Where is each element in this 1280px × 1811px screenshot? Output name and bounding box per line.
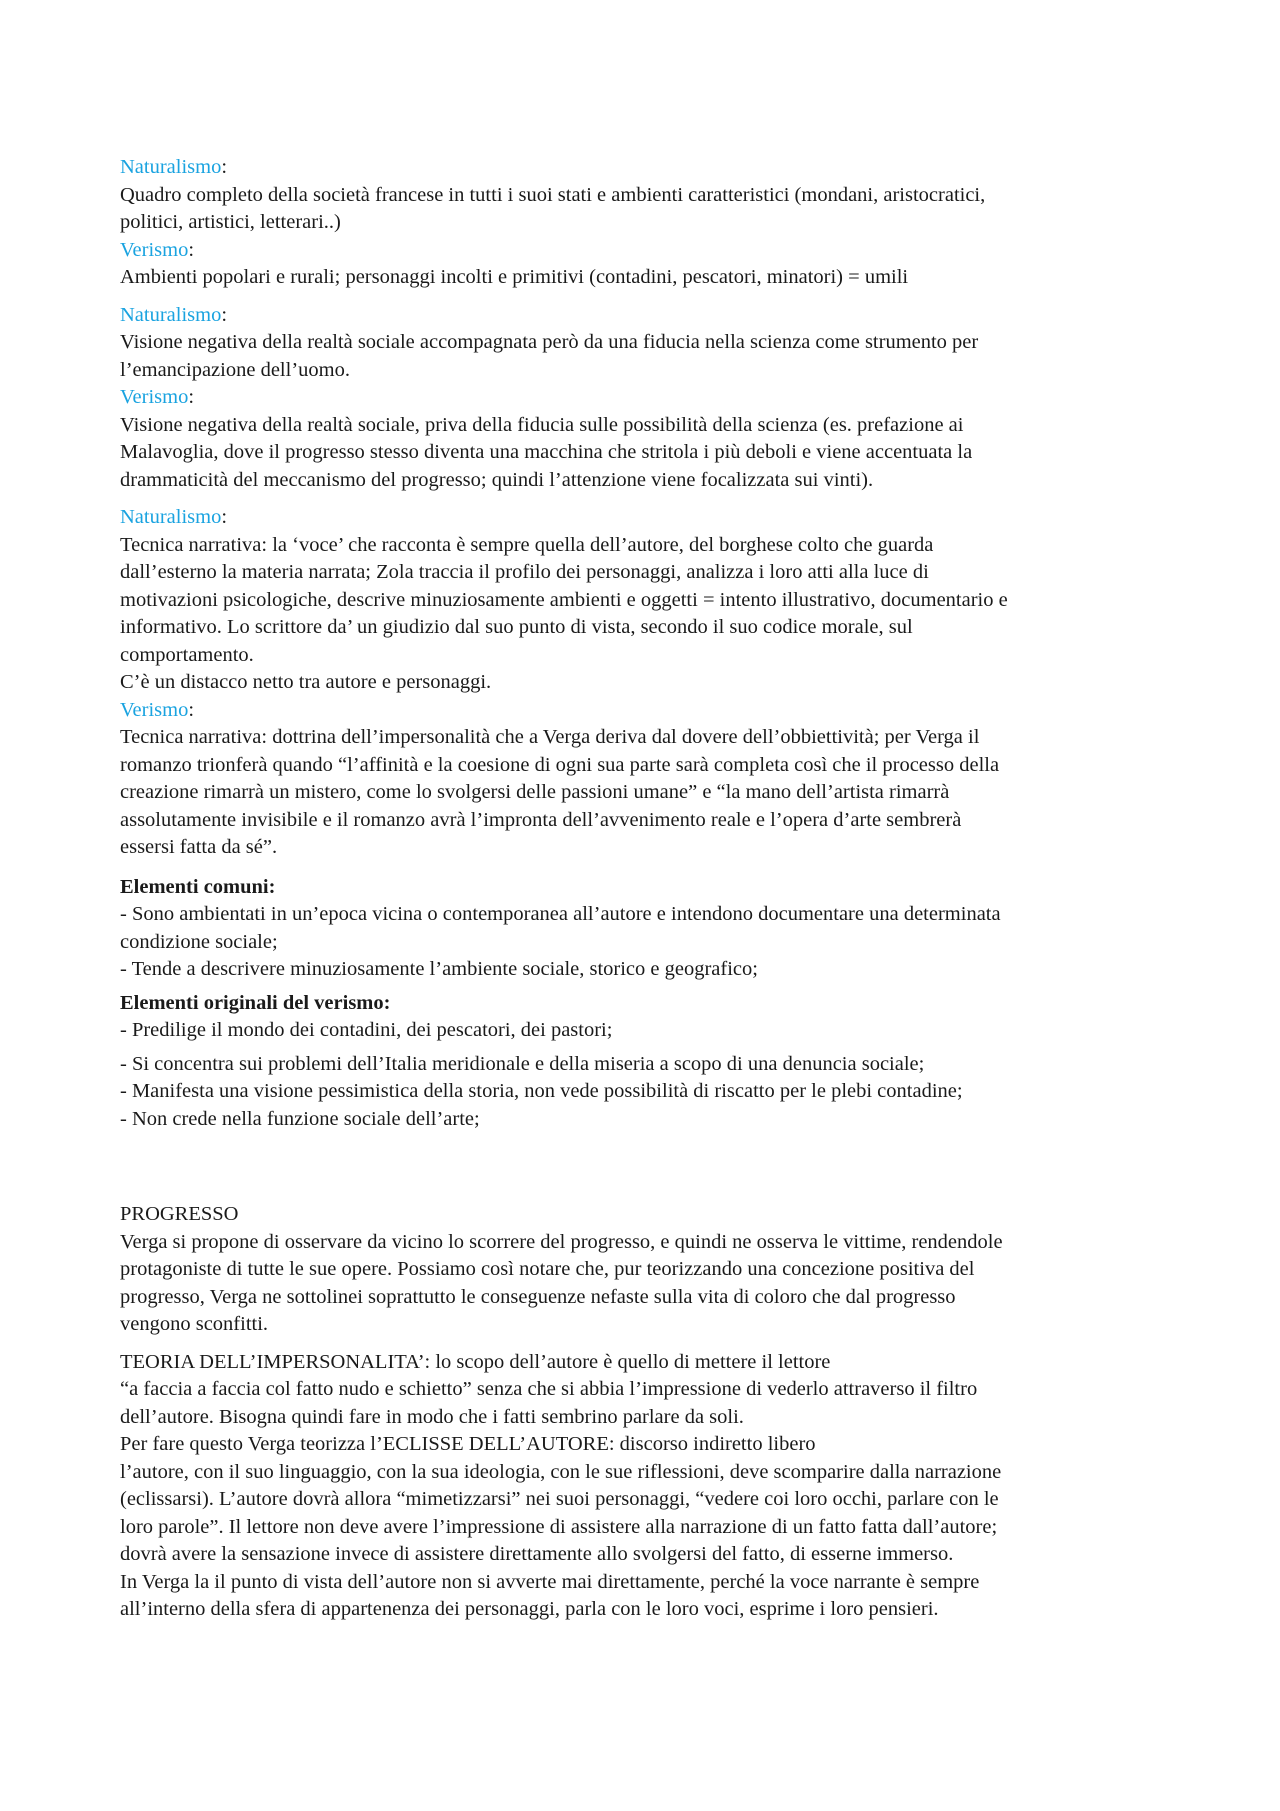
section-teoria-impersonalita [120, 1349, 1180, 1624]
progresso-text: Verga si propone di osservare da vicino lo scorrere del progresso, e quindi ne osserva le vittime, rendendole protagoniste di tutte le sue opere. Possiamo così notare che, pur teorizzando una concezione positiva del progresso, Verga ne sottolinei soprattutto le conseguenze nefaste sulla vita di coloro che dal progresso vengono sconfitti. [120, 1230, 1003, 1335]
elementi-originali-heading: Elementi originali del verismo: [120, 991, 391, 1014]
section-ambienti [120, 154, 1180, 292]
naturalismo-label: Naturalismo: [120, 303, 228, 326]
list-item: - Predilige il mondo dei contadini, dei pescatori, dei pastori; [120, 1019, 613, 1041]
elementi-comuni-heading: Elementi comuni: [120, 875, 276, 898]
naturalismo-text: Quadro completo della società francese in tutti i suoi stati e ambienti caratteristici (mondani, aristocratici, politici, artistici, letterari..) [120, 183, 986, 233]
list-item: - Manifesta una visione pessimistica della storia, non vede possibilità di riscatto per le plebi contadine; [120, 1080, 963, 1102]
naturalismo-label: Naturalismo: [120, 156, 228, 178]
verismo-label: Verismo: [120, 386, 195, 408]
verismo-text: Visione negativa della realtà sociale, priva della fiducia sulle possibilità della scienza (es. prefazione ai Malavoglia, dove il progresso stesso diventa una macchina che stritola i più deboli e viene accentuata la drammaticità del meccanismo del progresso; quindi l’attenzione viene focalizzata sui vinti). [120, 413, 973, 491]
list-item: - Tende a descrivere minuziosamente l’ambiente sociale, storico e geografico; [120, 958, 758, 980]
list-item: - Si concentra sui problemi dell’Italia meridionale e della miseria a scopo di una denuncia sociale; [120, 1052, 925, 1075]
teoria-text: TEORIA DELL’IMPERSONALITA’: lo scopo dell’autore è quello di mettere il lettore “a faccia a faccia col fatto nudo e schietto” senza che si abbia l’impressione di vederlo attraverso il filtro dell’autore. Bisogna quindi fare in modo che i fatti sembrino parlare da soli. Per fare questo Verga teorizza l’ECLISSE DELL’AUTORE: discorso indiretto libero l’autore, con il suo linguaggio, con la sua ideologia, con le sue riflessioni, deve scomparire dalla narrazione (eclissarsi). L’autore dovrà allora “mimetizzarsi” nei suoi personaggi, “vedere coi loro occhi, parlare con le loro parole”. Il lettore non deve avere l’impressione di assistere alla narrazione di un fatto fatta dall’autore; dovrà avere la sensazione invece di assistere direttamente allo svolgersi del fatto, di esserne immerso. In Verga la il punto di vista dell’autore non si avverte mai direttamente, perché la voce narrante è sempre all’interno della sfera di appartenenza dei personaggi, parla con le loro voci, esprime i loro pensieri. [120, 1350, 1002, 1620]
section-elementi-originali [120, 990, 1180, 1134]
verismo-label: Verismo: [120, 698, 195, 721]
verismo-text: Tecnica narrativa: dottrina dell’impersonalità che a Verga deriva dal dovere dell’obbiettività; per Verga il romanzo trionferà quando “l’affinità e la coesione di ogni sua parte sarà completa così che il processo della creazione rimarrà un mistero, come lo svolgersi delle passioni umane” e “la mano dell’artista rimarrà assolutamente invisibile e il romanzo avrà l’impronta dell’avvenimento reale e l’opera d’arte sembrerà essersi fatta da sé”. [120, 726, 1000, 858]
verismo-text: Ambienti popolari e rurali; personaggi incolti e primitivi (contadini, pescatori, minatori) = umili [120, 266, 909, 288]
progresso-title: PROGRESSO [120, 1203, 239, 1225]
naturalismo-label: Naturalismo: [120, 506, 228, 528]
naturalismo-text: Tecnica narrativa: la ‘voce’ che racconta è sempre quella dell’autore, del borghese colto che guarda dall’esterno la materia narrata; Zola traccia il profilo dei personaggi, analizza i loro atti alla luce di motivazioni psicologiche, descrive minuziosamente ambienti e oggetti = intento illustrativo, documentario e informativo. Lo scrittore da’ un giudizio dal suo punto di vista, secondo il suo codice morale, sul comportamento. C’è un distacco netto tra autore e personaggi. [120, 533, 1008, 693]
section-visione [120, 302, 1180, 495]
naturalismo-text: Visione negativa della realtà sociale accompagnata però da una fiducia nella scienza come strumento per l’emancipazione dell’uomo. [120, 331, 979, 381]
section-progresso [120, 1201, 1180, 1339]
list-item: - Non crede nella funzione sociale dell’arte; [120, 1107, 480, 1130]
document-page [120, 154, 1180, 1624]
verismo-label: Verismo: [120, 238, 195, 261]
section-tecnica-narrativa [120, 504, 1180, 862]
section-elementi-comuni [120, 874, 1180, 984]
list-item: - Sono ambientati in un’epoca vicina o contemporanea all’autore e intendono documentare una determinata condizione sociale; [120, 903, 1001, 953]
